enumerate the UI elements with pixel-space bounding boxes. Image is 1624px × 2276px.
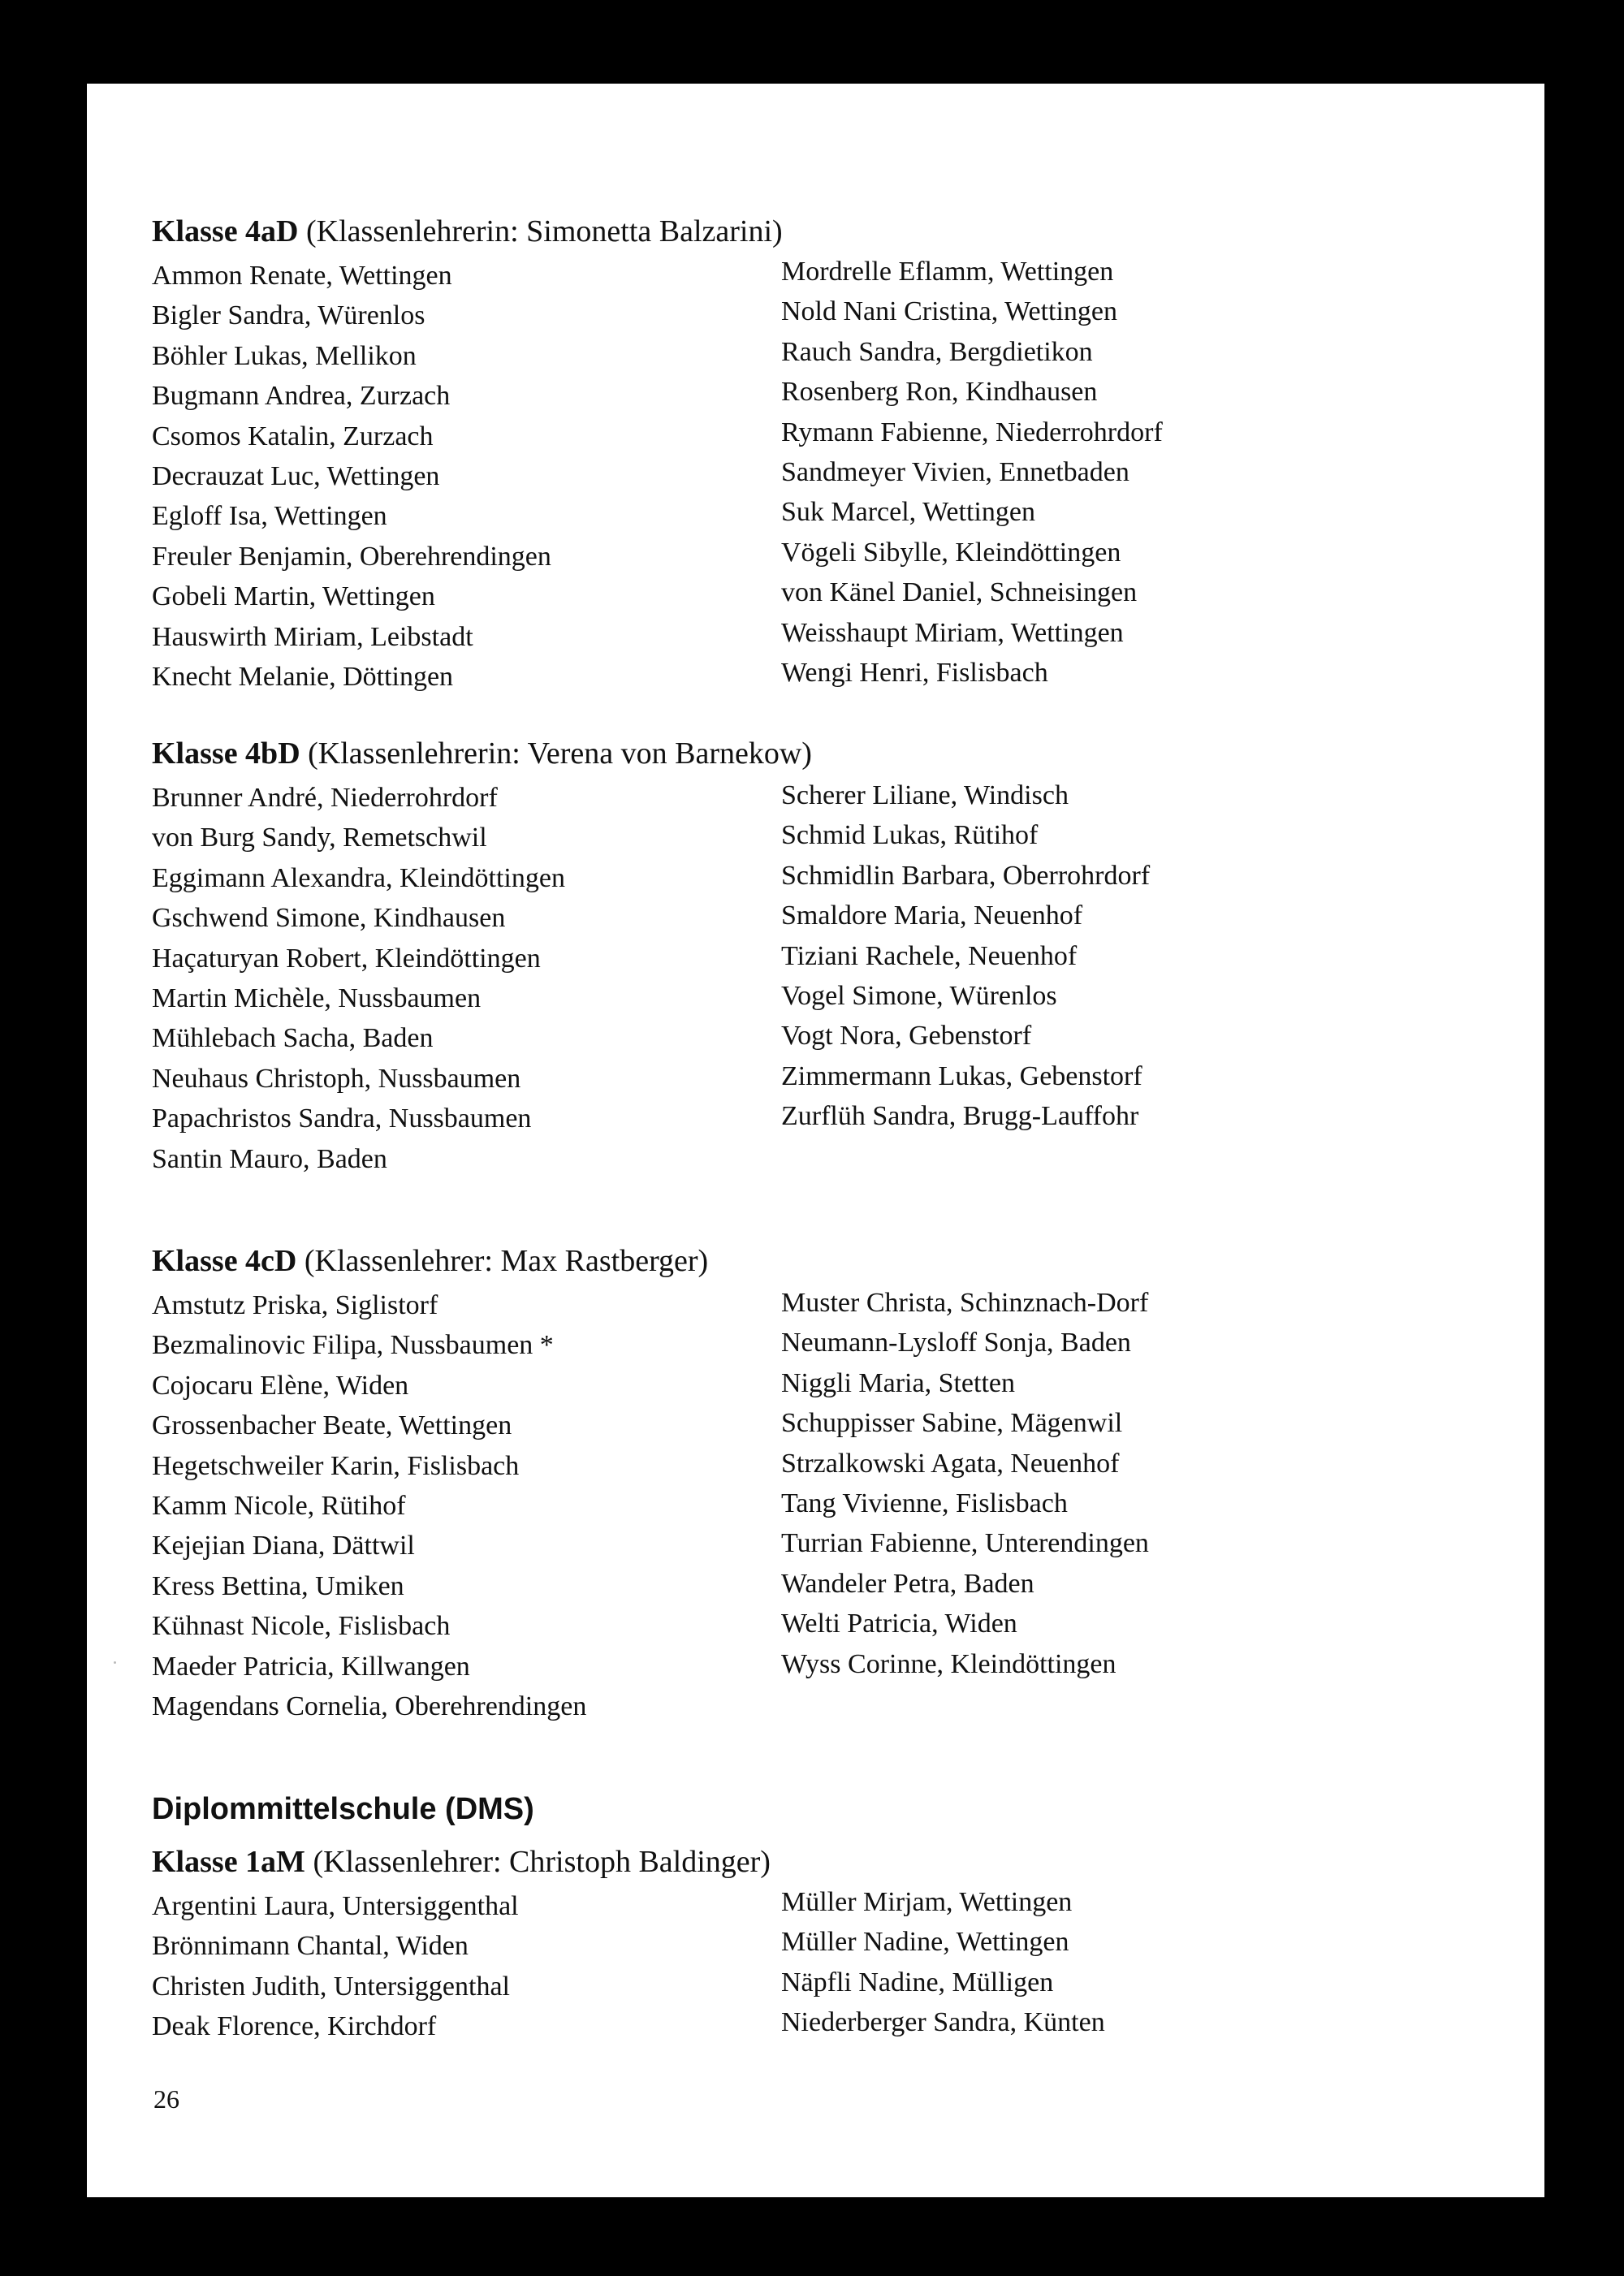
student-entry: Rauch Sandra, Bergdietikon <box>781 336 1093 367</box>
student-entry: Hegetschweiler Karin, Fislisbach <box>152 1450 520 1481</box>
student-entry: Grossenbacher Beate, Wettingen <box>152 1410 512 1441</box>
class-teacher: (Klassenlehrer: Max Rastberger) <box>304 1244 709 1278</box>
class-name: Klasse 4bD <box>152 736 300 771</box>
student-entry: Turrian Fabienne, Unterendingen <box>781 1528 1149 1559</box>
student-entry: Vogt Nora, Gebenstorf <box>781 1021 1032 1052</box>
student-list-right <box>781 252 1431 693</box>
student-entry: Haçaturyan Robert, Kleindöttingen <box>152 943 541 974</box>
student-entry: Christen Judith, Untersiggenthal <box>152 1971 511 2002</box>
student-entry: Kühnast Nicole, Fislisbach <box>152 1611 451 1642</box>
student-list-left <box>152 1886 769 2047</box>
student-entry: Magendans Cornelia, Oberehrendingen <box>152 1691 587 1721</box>
student-entry: Deak Florence, Kirchdorf <box>152 2011 437 2042</box>
class-name: Klasse 4aD <box>152 214 299 248</box>
student-entry: Mordrelle Eflamm, Wettingen <box>781 257 1114 287</box>
student-entry: Mühlebach Sacha, Baden <box>152 1023 434 1054</box>
student-entry: Böhler Lukas, Mellikon <box>152 340 417 371</box>
student-list-right <box>781 1882 1431 2043</box>
student-list-right <box>781 775 1431 1137</box>
student-entry: Martin Michèle, Nussbaumen <box>152 983 482 1013</box>
student-list-left <box>152 1285 769 1726</box>
student-entry: Vögeli Sibylle, Kleindöttingen <box>781 537 1121 568</box>
student-entry: Kejejian Diana, Dättwil <box>152 1531 415 1561</box>
student-entry: Egloff Isa, Wettingen <box>152 501 387 532</box>
student-entry: Muster Christa, Schinznach-Dorf <box>781 1288 1149 1318</box>
student-list-left <box>152 778 769 1179</box>
student-entry: Müller Nadine, Wettingen <box>781 1927 1069 1958</box>
student-entry: Zurflüh Sandra, Brugg-Lauffohr <box>781 1101 1139 1132</box>
class-heading <box>152 733 812 774</box>
student-entry: Knecht Melanie, Döttingen <box>152 661 454 692</box>
student-entry: von Burg Sandy, Remetschwil <box>152 823 487 853</box>
student-entry: Niederberger Sandra, Künten <box>781 2007 1105 2038</box>
student-entry: Bezmalinovic Filipa, Nussbaumen * <box>152 1330 554 1361</box>
student-entry: Schmid Lukas, Rütihof <box>781 820 1039 851</box>
class-teacher: (Klassenlehrerin: Simonetta Balzarini) <box>306 214 783 248</box>
student-entry: Freuler Benjamin, Oberehrendingen <box>152 541 551 572</box>
student-entry: Brönnimann Chantal, Widen <box>152 1931 469 1962</box>
student-entry: Vogel Simone, Würenlos <box>781 980 1057 1011</box>
student-entry: Zimmermann Lukas, Gebenstorf <box>781 1060 1142 1091</box>
student-entry: Wyss Corinne, Kleindöttingen <box>781 1648 1116 1679</box>
class-name: Klasse 1aM <box>152 1845 305 1879</box>
student-entry: Eggimann Alexandra, Kleindöttingen <box>152 862 565 893</box>
student-list-left <box>152 256 769 697</box>
student-entry: Santin Mauro, Baden <box>152 1143 387 1174</box>
class-teacher: (Klassenlehrerin: Verena von Barnekow) <box>308 736 812 771</box>
student-entry: Näpfli Nadine, Mülligen <box>781 1967 1054 1997</box>
student-entry: Smaldore Maria, Neuenhof <box>781 900 1083 931</box>
student-entry: Brunner André, Niederrohrdorf <box>152 783 498 813</box>
student-entry: Neuhaus Christoph, Nussbaumen <box>152 1063 521 1094</box>
class-heading <box>152 1842 771 1882</box>
student-entry: Gschwend Simone, Kindhausen <box>152 903 506 934</box>
class-heading <box>152 211 783 252</box>
student-entry: Rymann Fabienne, Niederrohrdorf <box>781 417 1163 447</box>
student-entry: Weisshaupt Miriam, Wettingen <box>781 617 1124 648</box>
student-entry: Wandeler Petra, Baden <box>781 1568 1034 1599</box>
student-entry: Nold Nani Cristina, Wettingen <box>781 296 1118 327</box>
student-entry: Sandmeyer Vivien, Ennetbaden <box>781 456 1129 487</box>
student-entry: Bigler Sandra, Würenlos <box>152 300 425 331</box>
class-heading <box>152 1241 708 1281</box>
student-entry: Amstutz Priska, Siglistorf <box>152 1290 438 1320</box>
student-entry: Müller Mirjam, Wettingen <box>781 1887 1073 1917</box>
dms-section-title: Diplommittelschule (DMS) <box>152 1792 534 1826</box>
student-entry: Maeder Patricia, Killwangen <box>152 1651 470 1682</box>
student-entry: Papachristos Sandra, Nussbaumen <box>152 1103 532 1134</box>
student-entry: Schmidlin Barbara, Oberrohrdorf <box>781 860 1151 891</box>
student-entry: Scherer Liliane, Windisch <box>781 780 1069 810</box>
student-entry: Tang Vivienne, Fislisbach <box>781 1488 1068 1518</box>
student-entry: Bugmann Andrea, Zurzach <box>152 381 451 412</box>
student-entry: Csomos Katalin, Zurzach <box>152 421 434 451</box>
student-entry: Rosenberg Ron, Kindhausen <box>781 377 1098 408</box>
student-entry: Kress Bettina, Umiken <box>152 1570 404 1601</box>
student-entry: Argentini Laura, Untersiggenthal <box>152 1891 519 1921</box>
student-entry: Tiziani Rachele, Neuenhof <box>781 940 1078 971</box>
class-name: Klasse 4cD <box>152 1244 297 1278</box>
document-page <box>87 84 1544 2197</box>
student-entry: Strzalkowski Agata, Neuenhof <box>781 1448 1120 1479</box>
student-entry: Decrauzat Luc, Wettingen <box>152 460 440 491</box>
student-entry: Cojocaru Elène, Widen <box>152 1370 409 1401</box>
student-entry: Welti Patricia, Widen <box>781 1609 1017 1639</box>
student-entry: Kamm Nicole, Rütihof <box>152 1490 406 1521</box>
student-entry: Wengi Henri, Fislisbach <box>781 657 1048 688</box>
student-entry: Neumann-Lysloff Sonja, Baden <box>781 1328 1131 1358</box>
student-entry: Ammon Renate, Wettingen <box>152 261 452 291</box>
student-entry: Suk Marcel, Wettingen <box>781 497 1035 528</box>
class-teacher: (Klassenlehrer: Christoph Baldinger) <box>313 1845 771 1879</box>
student-entry: von Känel Daniel, Schneisingen <box>781 577 1138 608</box>
student-entry: Gobeli Martin, Wettingen <box>152 581 435 612</box>
student-entry: Schuppisser Sabine, Mägenwil <box>781 1408 1123 1439</box>
scan-speck <box>114 1661 116 1664</box>
page-number: 26 <box>153 2084 179 2114</box>
student-entry: Niggli Maria, Stetten <box>781 1367 1016 1398</box>
student-list-right <box>781 1283 1431 1684</box>
student-entry: Hauswirth Miriam, Leibstadt <box>152 621 473 652</box>
